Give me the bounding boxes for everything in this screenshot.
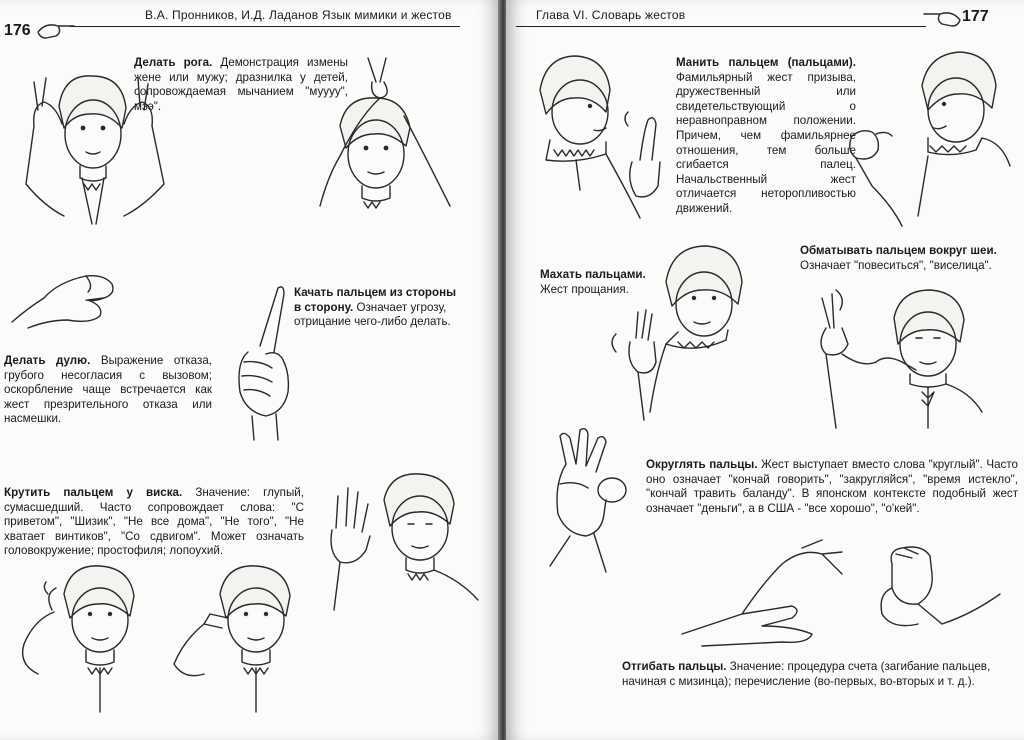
entry-term: Махать пальцами. <box>540 268 646 281</box>
pointing-hand-icon <box>36 18 76 44</box>
entry-counting <box>622 660 1022 689</box>
entry-wrap-neck <box>800 244 1020 273</box>
figure-fig-hand <box>8 262 118 332</box>
entry-term: Манить пальцем (пальцами). <box>676 56 856 69</box>
entry-text: Значение: процедура счета (загибание пальцев, начиная с мизинца); перечисление (во-первых, во-вторых и т. д.). <box>622 660 991 688</box>
entry-term: Делать рога. <box>134 56 213 69</box>
entry-text: Жест прощания. <box>540 282 629 296</box>
entry-text: Означает угрозу, отрицание чего-либо делать. <box>294 300 451 329</box>
figure-girl-v-sign <box>300 56 460 226</box>
entry-term: Качать пальцем из стороны в сторону. <box>294 286 456 314</box>
figure-girl-beckon <box>536 50 676 220</box>
header-rule-right <box>516 26 926 27</box>
entry-temple-finger <box>4 486 304 559</box>
running-header-right: Глава VI. Словарь жестов <box>536 8 686 22</box>
figure-raised-finger <box>226 282 296 442</box>
entry-wag-finger <box>294 286 462 330</box>
entry-round-fingers <box>646 458 1018 516</box>
page-number-left: 176 <box>4 22 31 39</box>
figure-girl-horns <box>4 66 174 226</box>
entry-text: Фамильярный жест призыва, дружественный или свидетельствующий о неравноправном положении. Причем, чем фамильярнее отношения, тем больше сгибается палец. Начальственный жест отличается неторопливостью движений. <box>676 70 856 215</box>
entry-term: Крутить пальцем у виска. <box>4 486 183 499</box>
entry-term: Делать дулю. <box>4 354 91 367</box>
figure-counting-hands <box>682 534 1002 654</box>
figure-girl-neck <box>806 288 986 438</box>
header-rule-left <box>70 26 460 27</box>
figure-girls-temple <box>14 564 314 714</box>
entry-term: Округлять пальцы. <box>646 458 758 471</box>
entry-text: Демонстрация измены жене или мужу; дразнилка у детей, сопровождаемая мычанием "муууу", мээ". <box>134 56 348 113</box>
entry-wave <box>540 268 650 297</box>
entry-text: Жест выступает вместо слова "круглый". Часто оно означает "кончай говорить", "закругляйся", "время истекло", "кончай травить баланду". В японском контексте подобный жест означает "деньги", а в США - "все хорошо", "о'кей". <box>646 458 1018 515</box>
entry-text: Выражение отказа, грубого несогласия с вызовом; оскорбление чаще встречается как жест презрительного отказа или насмешки. <box>4 354 212 426</box>
entry-beckon <box>676 56 856 217</box>
pointing-hand-icon <box>922 6 962 32</box>
figure-girl-hand-ear <box>320 470 480 610</box>
page-number-right: 177 <box>962 8 989 25</box>
running-header-left: В.А. Пронников, И.Д. Ладанов Язык мимики и жестов <box>145 8 452 22</box>
figure-girl-fist <box>842 46 1012 226</box>
entry-term: Отгибать пальцы. <box>622 660 727 673</box>
left-page <box>0 0 500 740</box>
entry-text: Означает "повеситься", "виселица". <box>800 258 992 272</box>
figure-ok-hand <box>546 424 636 574</box>
entry-text: Значение: глупый, сумасшедший. Часто сопровождает слова: "С приветом", "Шизик", "Не все дома", "Не того", "Не хватает винтиков", "Со сдвигом". Может означать головокружение; простофиля; лопоухий. <box>4 486 304 558</box>
entry-term: Обматывать пальцем вокруг шеи. <box>800 244 997 257</box>
entry-fig <box>4 354 212 427</box>
right-page <box>506 0 1024 740</box>
